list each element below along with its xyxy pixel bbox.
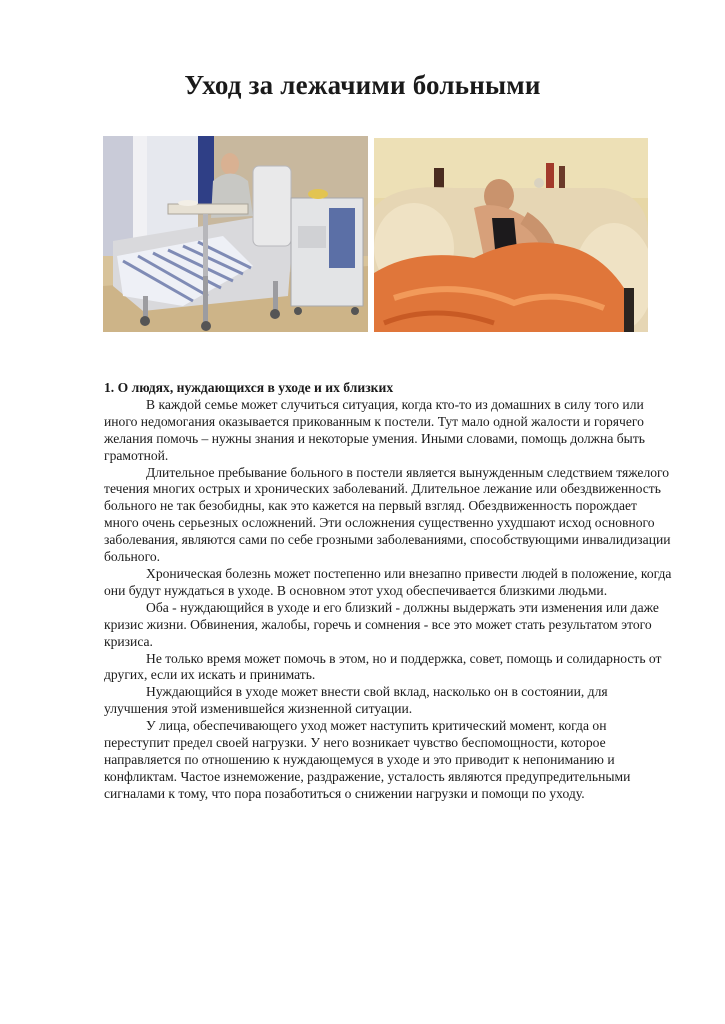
paragraph-5: Не только время может помочь в этом, но и поддержка, совет, помощь и солидарность от других, если их искать и принимать. — [104, 650, 662, 683]
paragraph-2: Длительное пребывание больного в постели является вынужденным следствием тяжелого течения многих острых и хронических заболеваний. Длительное лежание или обездвиженность больного не так безобидны, как это кажется на первый взгляд. Обездвиженность порождает много очень серьезных осложнений. Эти осложнения существенно ухудшают исход основного заболевания, являются сами по себе грозными заболеваниями, способствующими инвалидизации больного. — [104, 464, 671, 565]
paragraph-3: Хроническая болезнь может постепенно или внезапно привести людей в положение, когда они будут нуждаться в уходе. В основном этот уход обеспечивается близкими людьми. — [104, 565, 672, 598]
page-title: Уход за лежачими больными — [184, 70, 541, 100]
hospital-bed-photo — [103, 136, 368, 332]
article-body — [104, 380, 674, 803]
paragraph-6: Нуждающийся в уходе может внести свой вклад, насколько он в состоянии, для улучшения этой изменившейся жизненной ситуации. — [104, 684, 608, 717]
paragraph-7: У лица, обеспечивающего уход может наступить критический момент, когда он переступит предел своей нагрузки. У него возникает чувство беспомощности, которое направляется по отношению к нуждающемуся в уходе и это приводит к непониманию и конфликтам. Частое изнеможение, раздражение, усталость являются предупредительными сигналами к тому, что пора позаботиться о снижении нагрузки и помощи по уходу. — [104, 718, 631, 801]
paragraph-4: Оба - нуждающийся в уходе и его близкий - должны выдержать эти изменения или даже кризис жизни. Обвинения, жалобы, горечь и сомнения - все это может стать результатом этого кризиса. — [104, 599, 659, 649]
section-heading: 1. О людях, нуждающихся в уходе и их близких — [104, 380, 394, 395]
sofa-patient-photo — [374, 138, 648, 332]
paragraph-1: В каждой семье может случиться ситуация, когда кто-то из домашних в силу того или иного недомогания оказывается прикованным к постели. Тут мало одной жалости и горячего желания помочь – нужны знания и некоторые умения. Иными словами, помощь должна быть грамотной. — [104, 396, 645, 463]
